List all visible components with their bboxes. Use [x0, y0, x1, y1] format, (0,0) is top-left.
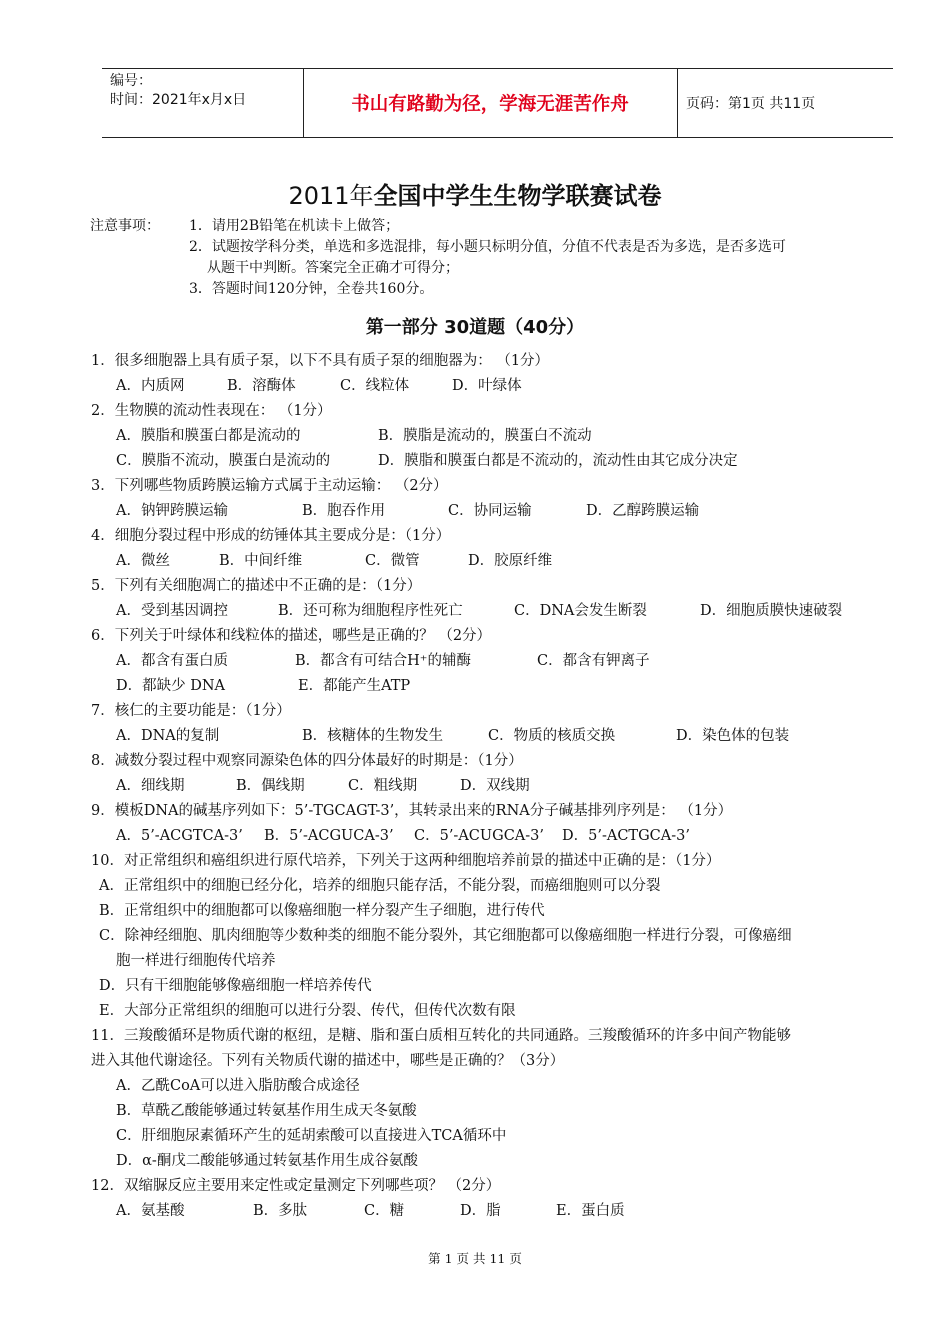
note-item: 从题干中判断。答案完全正确才可得分；	[207, 260, 459, 276]
option: D．染色体的包装	[676, 728, 790, 744]
option: C．DNA会发生断裂	[514, 603, 647, 619]
page-footer: 第 1 页 共 11 页	[428, 1251, 522, 1266]
option: B．正常组织中的细胞都可以像癌细胞一样分裂产生子细胞，进行传代	[99, 903, 545, 919]
question-stem-continued: 进入其他代谢途径。下列有关物质代谢的描述中，哪些是正确的？（3分）	[91, 1053, 565, 1069]
option: B．膜脂是流动的，膜蛋白不流动	[378, 428, 592, 444]
option: B．偶线期	[236, 778, 305, 794]
option: C．膜脂不流动，膜蛋白是流动的	[116, 453, 331, 469]
question-stem: 6．下列关于叶绿体和线粒体的描述，哪些是正确的？ （2分）	[91, 628, 492, 644]
question-stem: 2．生物膜的流动性表现在： （1分）	[91, 403, 332, 419]
option: B．5’-ACGUCA-3’	[264, 828, 394, 844]
question-stem: 5．下列有关细胞凋亡的描述中不正确的是：（1分）	[91, 578, 422, 594]
option: C．糖	[364, 1203, 405, 1219]
option: D．叶绿体	[452, 378, 522, 394]
option: C．物质的核质交换	[488, 728, 616, 744]
time-label: 时间：2021年x月x日	[110, 92, 247, 108]
divider	[677, 69, 678, 137]
option: A．钠钾跨膜运输	[116, 503, 228, 519]
page-header	[102, 68, 893, 138]
option: A．受到基因调控	[116, 603, 228, 619]
option: A．DNA的复制	[116, 728, 220, 744]
option: C．粗线期	[348, 778, 418, 794]
note-item: 2．试题按学科分类，单选和多选混排，每小题只标明分值，分值不代表是否为多选，是否多选可	[189, 239, 786, 255]
question-stem: 1．很多细胞器上具有质子泵，以下不具有质子泵的细胞器为： （1分）	[91, 353, 550, 369]
option: A．膜脂和膜蛋白都是流动的	[116, 428, 301, 444]
note-item: 1．请用2B铅笔在机读卡上做答；	[189, 218, 400, 234]
option: B．中间纤维	[219, 553, 303, 569]
question-stem: 12．双缩脲反应主要用来定性或定量测定下列哪些项？ （2分）	[91, 1178, 501, 1194]
page-title	[0, 176, 950, 211]
question-stem: 3．下列哪些物质跨膜运输方式属于主动运输： （2分）	[91, 478, 448, 494]
question-stem: 4．细胞分裂过程中形成的纺锤体其主要成分是：（1分）	[91, 528, 451, 544]
question-stem: 10．对正常组织和癌组织进行原代培养，下列关于这两种细胞培养前景的描述中正确的是：（1分）	[91, 853, 721, 869]
option: B．核糖体的生物发生	[302, 728, 444, 744]
section-heading: 第一部分 30道题（40分）	[365, 317, 585, 338]
option: D．细胞质膜快速破裂	[700, 603, 843, 619]
option: A．氨基酸	[116, 1203, 185, 1219]
option: C．除神经细胞、肌肉细胞等少数种类的细胞不能分裂外，其它细胞都可以像癌细胞一样进行分裂，可像癌细	[99, 928, 792, 944]
motto: 书山有路勤为径，学海无涯苦作舟	[351, 94, 629, 115]
option: A．微丝	[116, 553, 170, 569]
option: A．都含有蛋白质	[116, 653, 228, 669]
option: A．5’-ACGTCA-3’	[116, 828, 243, 844]
header-meta	[110, 72, 246, 110]
option: A．内质网	[116, 378, 185, 394]
option: E．大部分正常组织的细胞可以进行分裂、传代，但传代次数有限	[99, 1003, 516, 1019]
question-stem: 11．三羧酸循环是物质代谢的枢纽，是糖、脂和蛋白质相互转化的共同通路。三羧酸循环的许多中间产物能够	[91, 1028, 791, 1044]
question-stem: 9．模板DNA的碱基序列如下：5’-TGCAGT-3’，其转录出来的RNA分子碱基排列序列是： （1分）	[91, 803, 733, 819]
note-item: 3．答题时间120分钟，全卷共160分。	[189, 281, 434, 297]
option: C．5’-ACUGCA-3’	[414, 828, 544, 844]
option: B．溶酶体	[227, 378, 296, 394]
option: D．胶原纤维	[468, 553, 553, 569]
question-stem: 7．核仁的主要功能是：（1分）	[91, 703, 291, 719]
option: A．细线期	[116, 778, 185, 794]
option: C．线粒体	[340, 378, 410, 394]
notes-label: 注意事项：	[90, 218, 160, 234]
question-stem: 8．减数分裂过程中观察同源染色体的四分体最好的时期是：（1分）	[91, 753, 523, 769]
option: E．蛋白质	[556, 1203, 625, 1219]
page-number-label: 页码：第1页 共11页	[686, 96, 816, 112]
option: C．肝细胞尿素循环产生的延胡索酸可以直接进入TCA循环中	[116, 1128, 507, 1144]
option: A．乙酰CoA可以进入脂肪酸合成途径	[116, 1078, 360, 1094]
option: B．草酰乙酸能够通过转氨基作用生成天冬氨酸	[116, 1103, 417, 1119]
option: C．协同运输	[448, 503, 532, 519]
option: C．微管	[365, 553, 420, 569]
option: D．双线期	[460, 778, 530, 794]
title-main: 全国中学生生物学联赛试卷	[373, 182, 662, 210]
option: A．正常组织中的细胞已经分化，培养的细胞只能存活，不能分裂，而癌细胞则可以分裂	[99, 878, 661, 894]
option: B．还可称为细胞程序性死亡	[278, 603, 463, 619]
option: D．膜脂和膜蛋白都是不流动的，流动性由其它成分决定	[378, 453, 738, 469]
option: C．都含有钾离子	[537, 653, 650, 669]
option: B．都含有可结合H⁺的辅酶	[295, 653, 471, 669]
option: E．都能产生ATP	[298, 678, 411, 694]
number-label: 编号：	[110, 73, 152, 89]
option: D．5’-ACTGCA-3’	[562, 828, 690, 844]
option: D．脂	[460, 1203, 501, 1219]
option: B．多肽	[253, 1203, 308, 1219]
option: D．乙醇跨膜运输	[586, 503, 700, 519]
title-year: 2011年	[288, 182, 374, 210]
option: D．都缺少 DNA	[116, 678, 226, 694]
option: D．只有干细胞能够像癌细胞一样培养传代	[99, 978, 372, 994]
option: D．α-酮戊二酸能够通过转氨基作用生成谷氨酸	[116, 1153, 418, 1169]
option: B．胞吞作用	[302, 503, 386, 519]
option-continued: 胞一样进行细胞传代培养	[116, 953, 276, 969]
